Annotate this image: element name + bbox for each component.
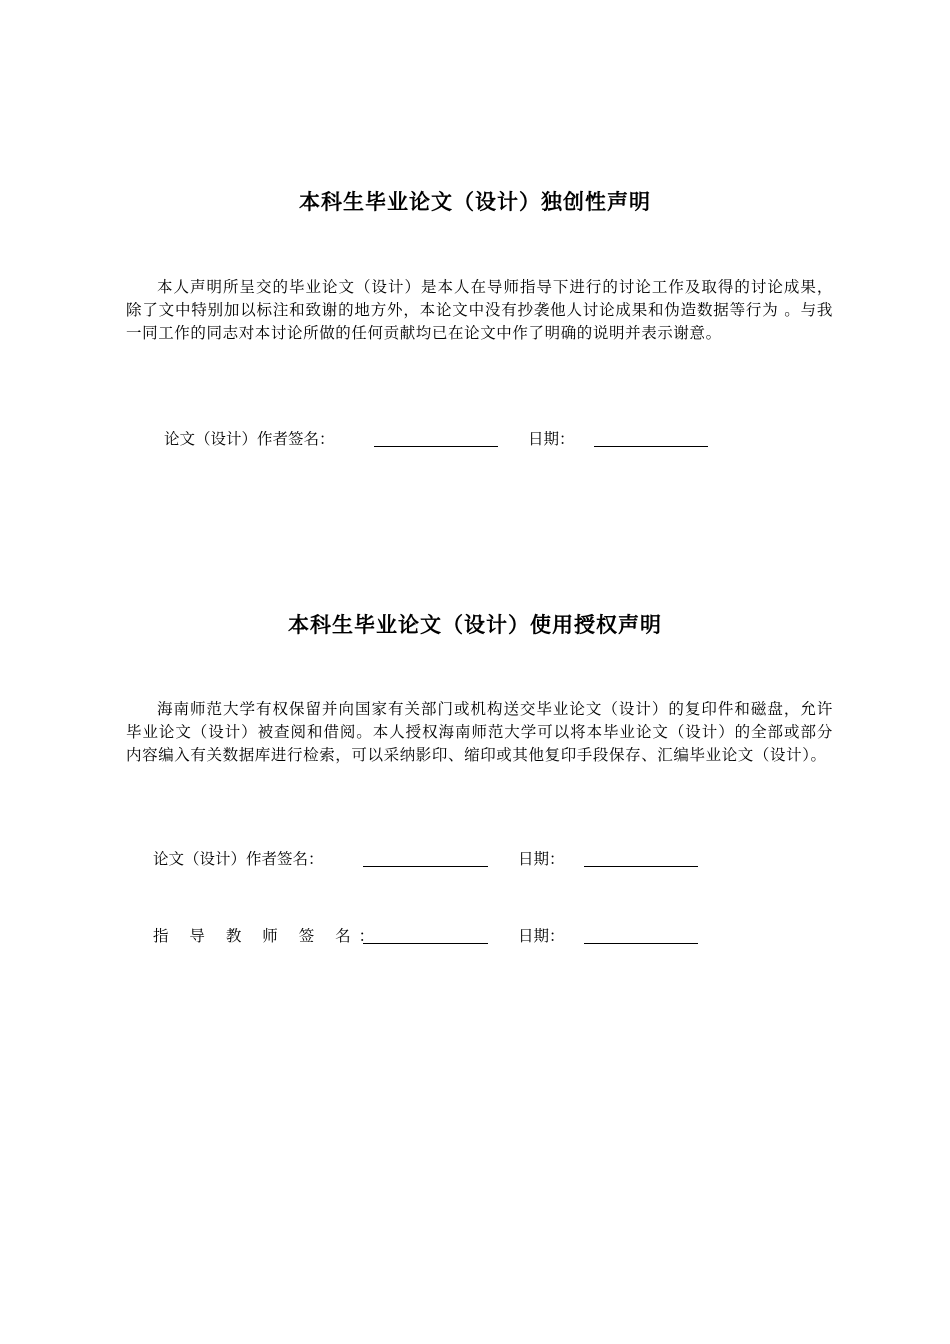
date-field[interactable] xyxy=(584,866,698,867)
author-signature-label: 论文（设计）作者签名： xyxy=(153,850,324,868)
author-signature-field[interactable] xyxy=(363,866,488,867)
advisor-date-label: 日期： xyxy=(518,927,565,945)
advisor-signature-label: 指 导 教 师 签 名： xyxy=(153,927,383,945)
authorization-statement: 海南师范大学有权保留并向国家有关部门或机构送交毕业论文（设计）的复印件和磁盘，允许毕业论文（设计）被查阅和借阅。本人授权海南师范大学可以将本毕业论文（设计）的全部或部分内容编入有关数据库进行检索，可以采纳影印、缩印或其他复印手段保存、汇编毕业论文（设计）。 xyxy=(126,700,833,764)
advisor-date-field[interactable] xyxy=(584,943,698,944)
date-label: 日期： xyxy=(518,850,565,868)
authorization-title: 本科生毕业论文（设计）使用授权声明 xyxy=(288,613,662,637)
originality-statement: 本人声明所呈交的毕业论文（设计）是本人在导师指导下进行的讨论工作及取得的讨论成果，除了文中特别加以标注和致谢的地方外，本论文中没有抄袭他人讨论成果和伪造数据等行为 。与我一同工作的同志对本讨论所做的任何贡献均已在论文中作了明确的说明并表示谢意。 xyxy=(126,278,833,342)
originality-title: 本科生毕业论文（设计）独创性声明 xyxy=(299,190,651,214)
date-label: 日期： xyxy=(528,430,575,448)
originality-signature-row xyxy=(0,427,950,451)
author-signature-label: 论文（设计）作者签名： xyxy=(164,430,335,448)
date-field[interactable] xyxy=(594,446,708,447)
advisor-signature-row xyxy=(0,924,950,948)
authorization-signature-row xyxy=(0,847,950,871)
author-signature-field[interactable] xyxy=(374,446,498,447)
advisor-signature-field[interactable] xyxy=(363,943,488,944)
